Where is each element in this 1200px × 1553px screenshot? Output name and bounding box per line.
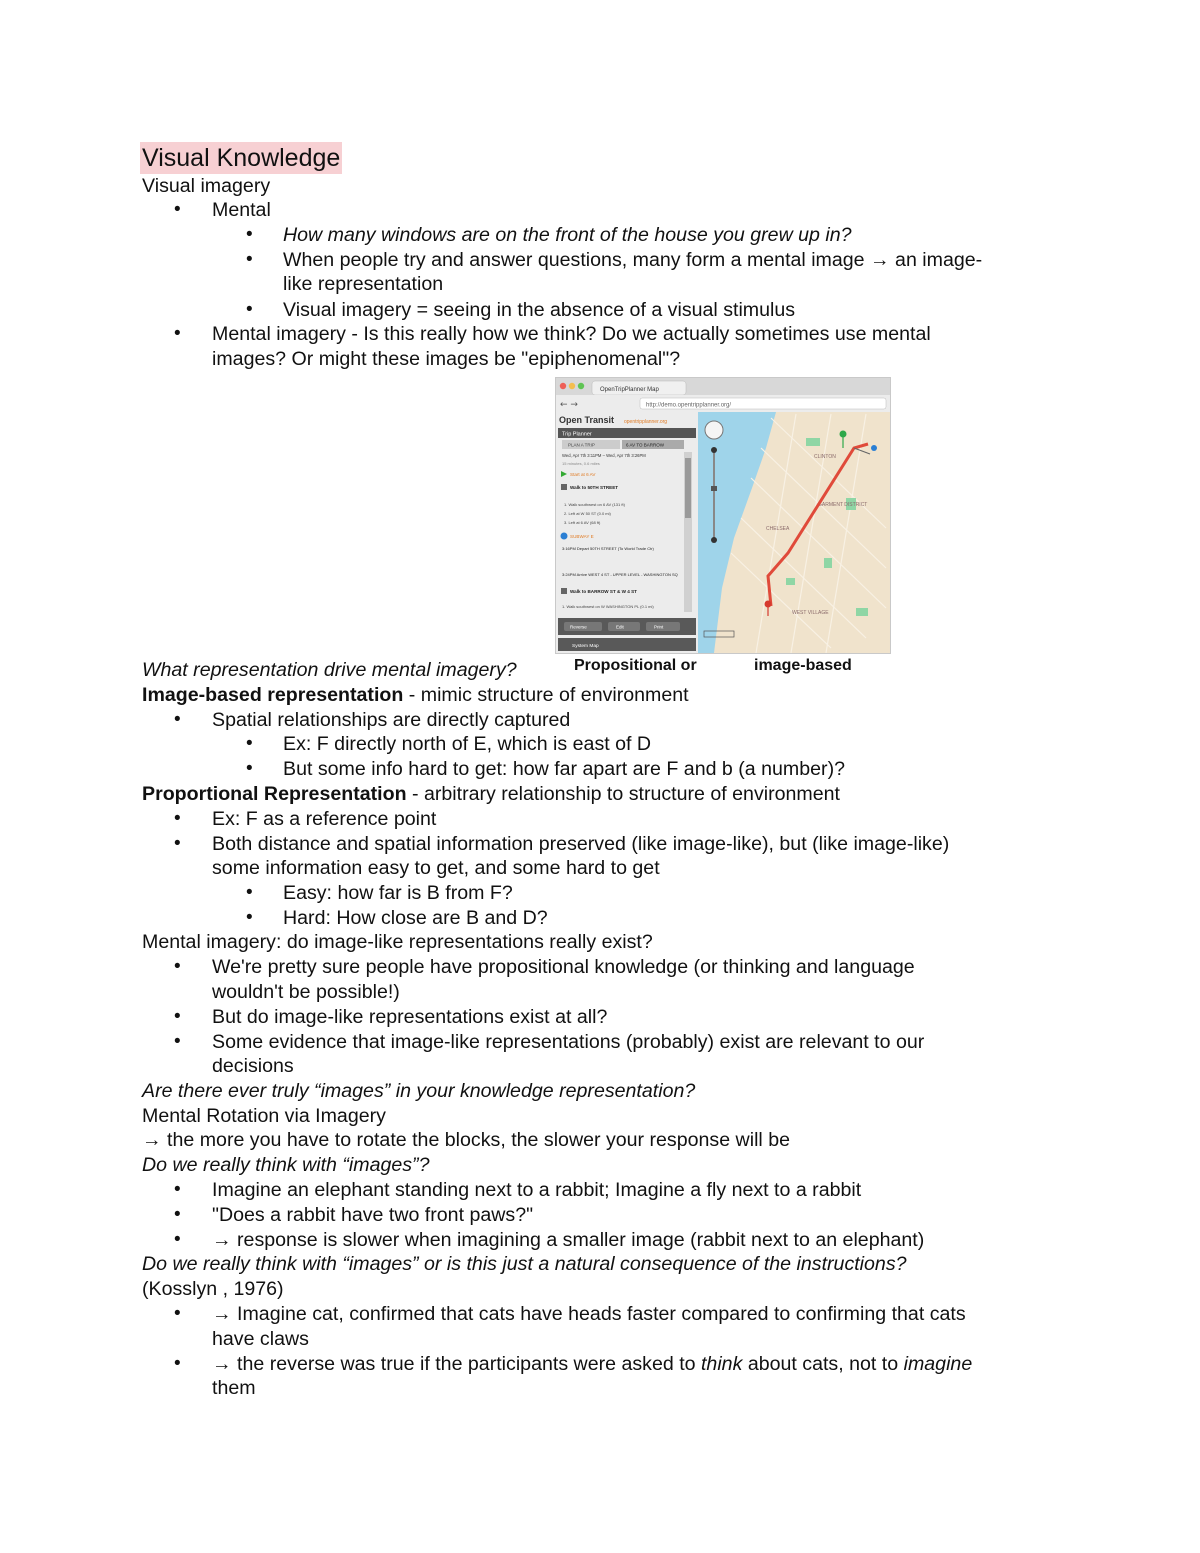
bullet: • bbox=[174, 1031, 181, 1052]
text-line: Mental imagery: do image-like representations really exist? bbox=[142, 931, 653, 953]
bullet: • bbox=[174, 1303, 181, 1324]
address-url: http://demo.opentripplanner.org/ bbox=[646, 402, 732, 409]
definition: - mimic structure of environment bbox=[403, 684, 689, 706]
text-line: Visual imagery = seeing in the absence of a visual stimulus bbox=[283, 299, 796, 321]
brand-subtitle: opentripplanner.org bbox=[624, 419, 668, 425]
emphasis: imagine bbox=[903, 1353, 973, 1375]
panel-scrollbar bbox=[685, 458, 691, 518]
text-line: Are there ever truly “images” in your knowledge representation? bbox=[142, 1080, 696, 1102]
trip-step: SUBWAY E bbox=[570, 534, 594, 539]
trip-duration: 15 minutes, 0.6 miles bbox=[562, 461, 600, 466]
text-line: → response is slower when imagining a smaller image (rabbit next to an elephant) bbox=[212, 1229, 925, 1251]
text-line: some information easy to get, and some hard to get bbox=[212, 857, 660, 879]
text-line: decisions bbox=[212, 1055, 294, 1077]
panel-title: Trip Planner bbox=[562, 431, 592, 438]
text-line: → Imagine cat, confirmed that cats have heads faster compared to confirming that cats bbox=[212, 1303, 966, 1325]
print-label: Print bbox=[654, 624, 664, 630]
text-line: Imagine an elephant standing next to a rabbit; Imagine a fly next to a rabbit bbox=[212, 1179, 862, 1201]
text-line: We're pretty sure people have propositional knowledge (or thinking and language bbox=[212, 956, 915, 978]
trip-planner-figure bbox=[555, 377, 891, 654]
tab-route: 6 AV TO BARROW bbox=[626, 442, 665, 448]
text-line: Spatial relationships are directly captured bbox=[212, 709, 571, 731]
text-line: (Kosslyn , 1976) bbox=[142, 1278, 284, 1300]
text-line: have claws bbox=[212, 1328, 309, 1350]
bullet: • bbox=[174, 199, 181, 220]
text-line: Visual imagery bbox=[142, 175, 271, 197]
term: Proportional Representation bbox=[142, 783, 407, 805]
text-line: "Does a rabbit have two front paws?" bbox=[212, 1204, 534, 1226]
bullet: • bbox=[246, 907, 253, 928]
trip-step: 3:16PM Depart 50TH STREET (To World Trade Ctr) bbox=[562, 546, 654, 551]
figure-caption-left: Propositional or bbox=[574, 657, 697, 674]
pan-control-icon bbox=[705, 421, 723, 439]
window-minimize-icon bbox=[569, 383, 575, 389]
bullet: • bbox=[174, 1353, 181, 1374]
text-line: like representation bbox=[283, 273, 444, 295]
trip-step: Walk to 50TH STREET bbox=[570, 485, 619, 490]
transit-stop-icon bbox=[871, 445, 877, 451]
text-line: them bbox=[212, 1377, 256, 1399]
bullet: • bbox=[174, 323, 181, 344]
text-line: Mental imagery - Is this really how we think? Do we actually sometimes use mental bbox=[212, 323, 931, 345]
text-line: Do we really think with “images”? bbox=[142, 1154, 430, 1176]
end-marker-icon bbox=[765, 601, 772, 608]
trip-step: 2. Left at W 50 ST (0.0 mi) bbox=[564, 511, 611, 516]
bullet: • bbox=[174, 1006, 181, 1027]
zoom-slider-handle bbox=[711, 486, 717, 491]
definition: - arbitrary relationship to structure of environment bbox=[406, 783, 840, 805]
text-line: Do we really think with “images” or is this just a natural consequence of the instructions? bbox=[142, 1253, 907, 1275]
map-label: CLINTON bbox=[814, 454, 836, 460]
text-line: When people try and answer questions, many form a mental image → an image- bbox=[283, 249, 983, 271]
text-line: Hard: How close are B and D? bbox=[283, 907, 548, 929]
edit-label: Edit bbox=[616, 624, 624, 630]
trip-step: 1. Walk southwest on W WASHINGTON PL (0.1 mi) bbox=[562, 604, 654, 609]
term: Image-based representation bbox=[142, 684, 404, 706]
figure-caption-right: image-based bbox=[754, 657, 852, 674]
text-line: Mental bbox=[212, 199, 271, 221]
trip-step: 1. Walk southwest on 6 AV (131 ft) bbox=[564, 502, 625, 507]
text-line bbox=[212, 1352, 972, 1377]
tab-plan-trip: PLAN A TRIP bbox=[568, 442, 595, 448]
map-label: GARMENT DISTRICT bbox=[818, 502, 868, 508]
bullet: • bbox=[174, 808, 181, 829]
text-line: Some evidence that image-like representations (probably) exist are relevant to our bbox=[212, 1031, 925, 1053]
text-line: Mental Rotation via Imagery bbox=[142, 1105, 386, 1127]
text-line: images? Or might these images be "epiphenomenal"? bbox=[212, 348, 681, 370]
page-title: Visual Knowledge bbox=[142, 144, 341, 172]
bullet: • bbox=[174, 833, 181, 854]
bullet: • bbox=[174, 1179, 181, 1200]
text-segment: → the reverse was true if the participants were asked to bbox=[212, 1353, 701, 1375]
trip-step: 3:24PM Arrive WEST 4 ST - UPPER LEVEL - WASHINGTON SQ bbox=[562, 572, 678, 577]
text-line: But some info hard to get: how far apart are F and b (a number)? bbox=[283, 758, 845, 780]
bullet: • bbox=[174, 956, 181, 977]
edit-button bbox=[608, 622, 640, 631]
bullet: • bbox=[174, 1204, 181, 1225]
text-line: But do image-like representations exist at all? bbox=[212, 1006, 608, 1028]
text-line bbox=[142, 683, 689, 708]
system-map-label: System Map bbox=[572, 644, 599, 649]
bullet: • bbox=[246, 249, 253, 270]
text-line: Both distance and spatial information preserved (like image-like), but (like image-like) bbox=[212, 833, 950, 855]
emphasis: think bbox=[700, 1353, 743, 1375]
text-line: Ex: F directly north of E, which is east of D bbox=[283, 733, 652, 755]
text-line: Easy: how far is B from F? bbox=[283, 882, 513, 904]
back-icon: ← → bbox=[560, 400, 578, 410]
reverse-label: Reverse bbox=[570, 624, 587, 630]
bullet: • bbox=[174, 709, 181, 730]
text-line: What representation drive mental imagery? bbox=[142, 659, 517, 681]
brand-name: Open Transit bbox=[559, 415, 615, 425]
trip-step: Walk to BARROW ST & W 4 ST bbox=[570, 589, 637, 594]
bullet: • bbox=[246, 882, 253, 903]
bullet: • bbox=[246, 733, 253, 754]
text-line: How many windows are on the front of the house you grew up in? bbox=[283, 224, 852, 246]
text-line bbox=[142, 782, 840, 807]
window-close-icon bbox=[560, 383, 566, 389]
text-line: Ex: F as a reference point bbox=[212, 808, 437, 830]
text-line: → the more you have to rotate the blocks, the slower your response will be bbox=[142, 1129, 791, 1151]
trip-step: Start at 6 AV bbox=[570, 472, 596, 477]
bullet: • bbox=[246, 224, 253, 245]
window-zoom-icon bbox=[578, 383, 584, 389]
bullet: • bbox=[246, 299, 253, 320]
start-marker-icon bbox=[840, 431, 847, 438]
trip-step: 3. Left at 6 AV (68 ft) bbox=[564, 520, 601, 525]
browser-tab-title: OpenTripPlanner Map bbox=[600, 387, 659, 393]
map-label: WEST VILLAGE bbox=[792, 610, 829, 616]
map-label: CHELSEA bbox=[766, 526, 790, 532]
text-line: wouldn't be possible!) bbox=[212, 981, 400, 1003]
trip-time: Wed, Apr 7th 3:11PM – Wed, Apr 7th 3:26PM bbox=[562, 453, 646, 458]
text-segment: about cats, not to bbox=[742, 1353, 904, 1375]
bullet: • bbox=[246, 758, 253, 779]
bullet: • bbox=[174, 1229, 181, 1250]
